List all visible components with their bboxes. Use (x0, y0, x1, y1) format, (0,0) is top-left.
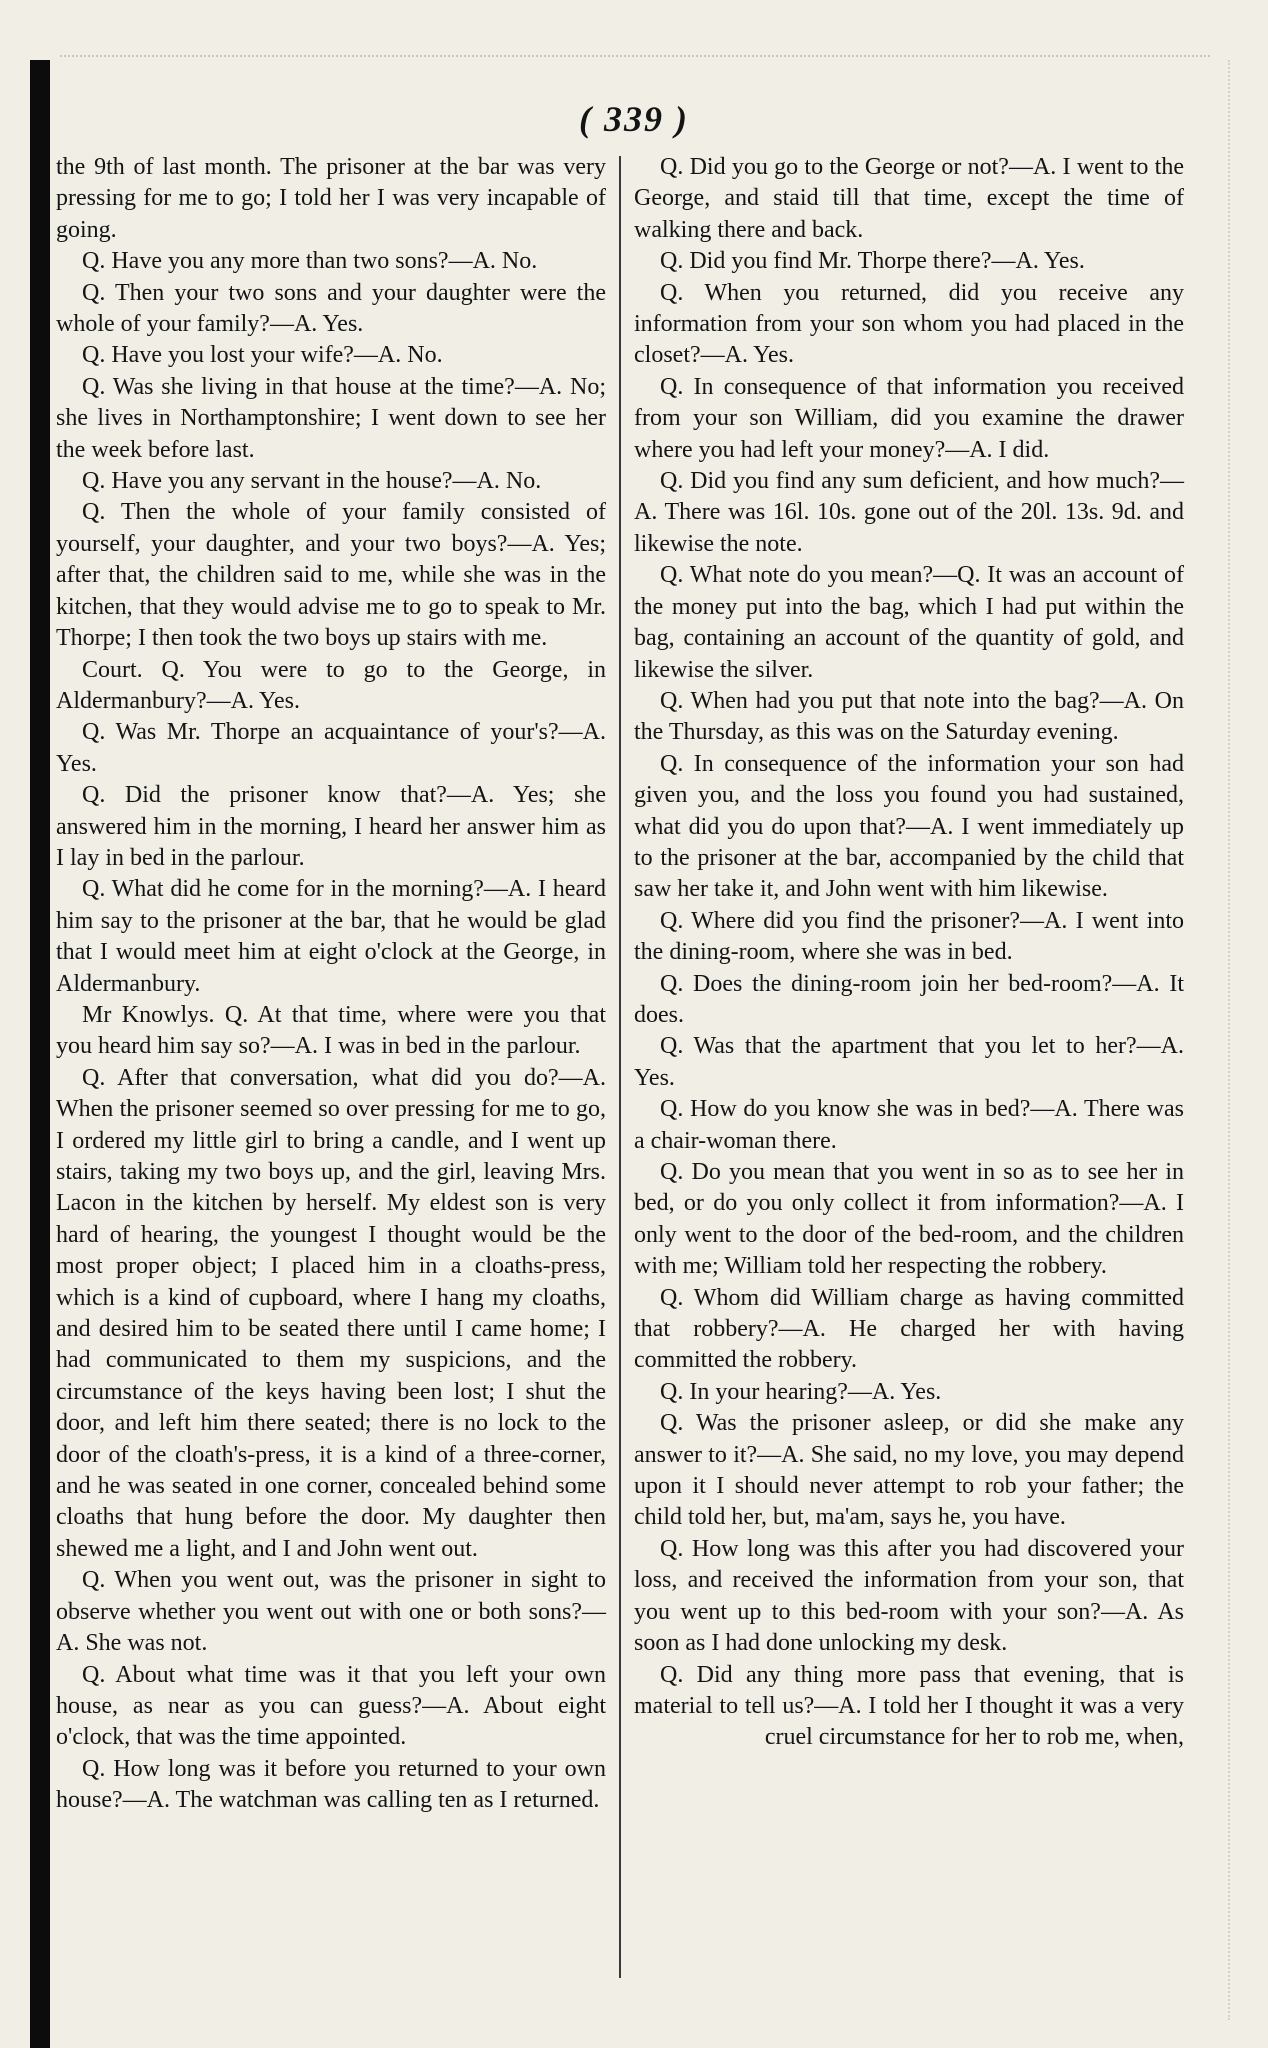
paragraph: Q. Did you find Mr. Thorpe there?—A. Yes. (660, 248, 1085, 275)
paragraph: Q. Was that the apartment that you let to her?—A. Yes. (634, 1033, 1184, 1091)
paragraph: Q. In consequence of the information your son had given you, and the loss you found you had sustained, what did you do upon that?—A. I went immediately up to the prisoner at the bar, accompanied by the child that saw her take it, and John went with him likewise. (634, 750, 1184, 903)
paragraph: Q. Did you go to the George or not?—A. I went to the George, and staid till that time, except the time of walking there and back. (634, 154, 1184, 243)
paragraph: Court. Q. You were to go to the George, in Aldermanbury?—A. Yes. (56, 656, 606, 714)
paragraph: Q. Whom did William charge as having committed that robbery?—A. He charged her with having committed the robbery. (634, 1284, 1184, 1374)
paragraph: Mr Knowlys. Q. At that time, where were you that you heard him say so?—A. I was in bed in the parlour. (56, 1001, 606, 1060)
scan-artifact-right (1228, 60, 1234, 2020)
paragraph: Q. In your hearing?—A. Yes. (660, 1378, 942, 1405)
paragraph: Q. What did he come for in the morning?—A. I heard him say to the prisoner at the bar, that he would be glad that I would meet him at eight o'clock at the George, in Aldermanbury. (56, 876, 606, 997)
paragraph: Q. Did any thing more pass that evening, that is material to tell us?—A. I told her I thought it was a very cruel circumstance for her to rob me, when, (634, 1661, 1184, 1751)
paragraph: the 9th of last month. The prisoner at the bar was very pressing for me to go; I told her I was very incapable of going. (56, 154, 606, 243)
paragraph: Q. In consequence of that information you received from your son William, did you examine the drawer where you had left your money?—A. I did. (634, 373, 1184, 463)
paragraph: Q. Did the prisoner know that?—A. Yes; she answered him in the morning, I heard her answer him as I lay in bed in the parlour. (56, 782, 606, 871)
paragraph: Q. Have you any more than two sons?—A. No. (82, 248, 538, 275)
paragraph: Q. Have you any servant in the house?—A. No. (82, 468, 542, 495)
scan-artifact-top (60, 55, 1210, 61)
paragraph: Q. Have you lost your wife?—A. No. (82, 342, 443, 369)
paragraph: Q. When had you put that note into the bag?—A. On the Thursday, as this was on the Saturday evening. (634, 687, 1184, 746)
paragraph: Q. Did you find any sum deficient, and how much?—A. There was 16l. 10s. gone out of the 20l. 13s. 9d. and likewise the note. (634, 468, 1184, 557)
paragraph: Q. Was Mr. Thorpe an acquaintance of your's?—A. Yes. (56, 719, 606, 777)
paragraph: Q. Where did you find the prisoner?—A. I went into the dining-room, where she was in bed. (634, 907, 1184, 966)
left-column (56, 152, 606, 1817)
paragraph: Q. Does the dining-room join her bed-room?—A. It does. (634, 970, 1184, 1028)
paragraph: Q. Then the whole of your family consisted of yourself, your daughter, and your two boys?—A. Yes; after that, the children said to me, while she was in the kitchen, that they would advise me to go to speak to Mr. Thorpe; I then took the two boys up stairs with me. (56, 499, 606, 652)
paragraph: Q. When you went out, was the prisoner in sight to observe whether you went out with one or both sons?—A. She was not. (56, 1567, 606, 1657)
paragraph: Q. After that conversation, what did you do?—A. When the prisoner seemed so over pressing for me to go, I ordered my little girl to bring a candle, and I went up stairs, taking my two boys up, and the girl, leaving Mrs. Lacon in the kitchen by herself. My eldest son is very hard of hearing, the youngest I thought would be the most proper object; I placed him in a cloaths-press, which is a kind of cupboard, where I hang my cloaths, and desired him to be seated there until I came home; I had communicated to them my suspicions, and the circumstance of the keys having been lost; I shut the door, and left him there seated; there is no lock to the door of the cloath's-press, it is a kind of a three-corner, and he was seated in one corner, concealed behind some cloaths that hung before the door. My daughter then shewed me a light, and I and John went out. (56, 1064, 606, 1562)
page-number: ( 339 ) (579, 99, 689, 139)
paragraph: Q. When you returned, did you receive any information from your son whom you had placed in the closet?—A. Yes. (634, 279, 1184, 369)
paragraph: Q. How long was this after you had discovered your loss, and received the information from your son, that you went up to this bed-room with your son?—A. As soon as I had done unlocking my desk. (634, 1535, 1184, 1657)
paragraph: Q. How do you know she was in bed?—A. There was a chair-woman there. (634, 1096, 1184, 1154)
paragraph: Q. How long was it before you returned to your own house?—A. The watchman was calling ten as I returned. (56, 1755, 606, 1814)
paragraph: Q. Was she living in that house at the time?—A. No; she lives in Northamptonshire; I went down to see her the week before last. (56, 373, 606, 463)
right-column (634, 152, 1184, 1754)
paragraph: Q. What note do you mean?—Q. It was an account of the money put into the bag, which I had put within the bag, containing an account of the quantity of gold, and likewise the silver. (634, 562, 1184, 683)
paragraph: Q. Then your two sons and your daughter were the whole of your family?—A. Yes. (56, 279, 606, 338)
paragraph: Q. About what time was it that you left your own house, as near as you can guess?—A. About eight o'clock, that was the time appointed. (56, 1661, 606, 1751)
page-binding-edge (30, 60, 50, 2048)
paragraph: Q. Do you mean that you went in so as to see her in bed, or do you only collect it from information?—A. I only went to the door of the bed-room, and the children with me; William told her respecting the robbery. (634, 1159, 1184, 1280)
paragraph: Q. Was the prisoner asleep, or did she make any answer to it?—A. She said, no my love, you may depend upon it I should never attempt to rob your father; the child told her, but, ma'am, says he, you have. (634, 1410, 1184, 1531)
column-divider (619, 156, 621, 1978)
